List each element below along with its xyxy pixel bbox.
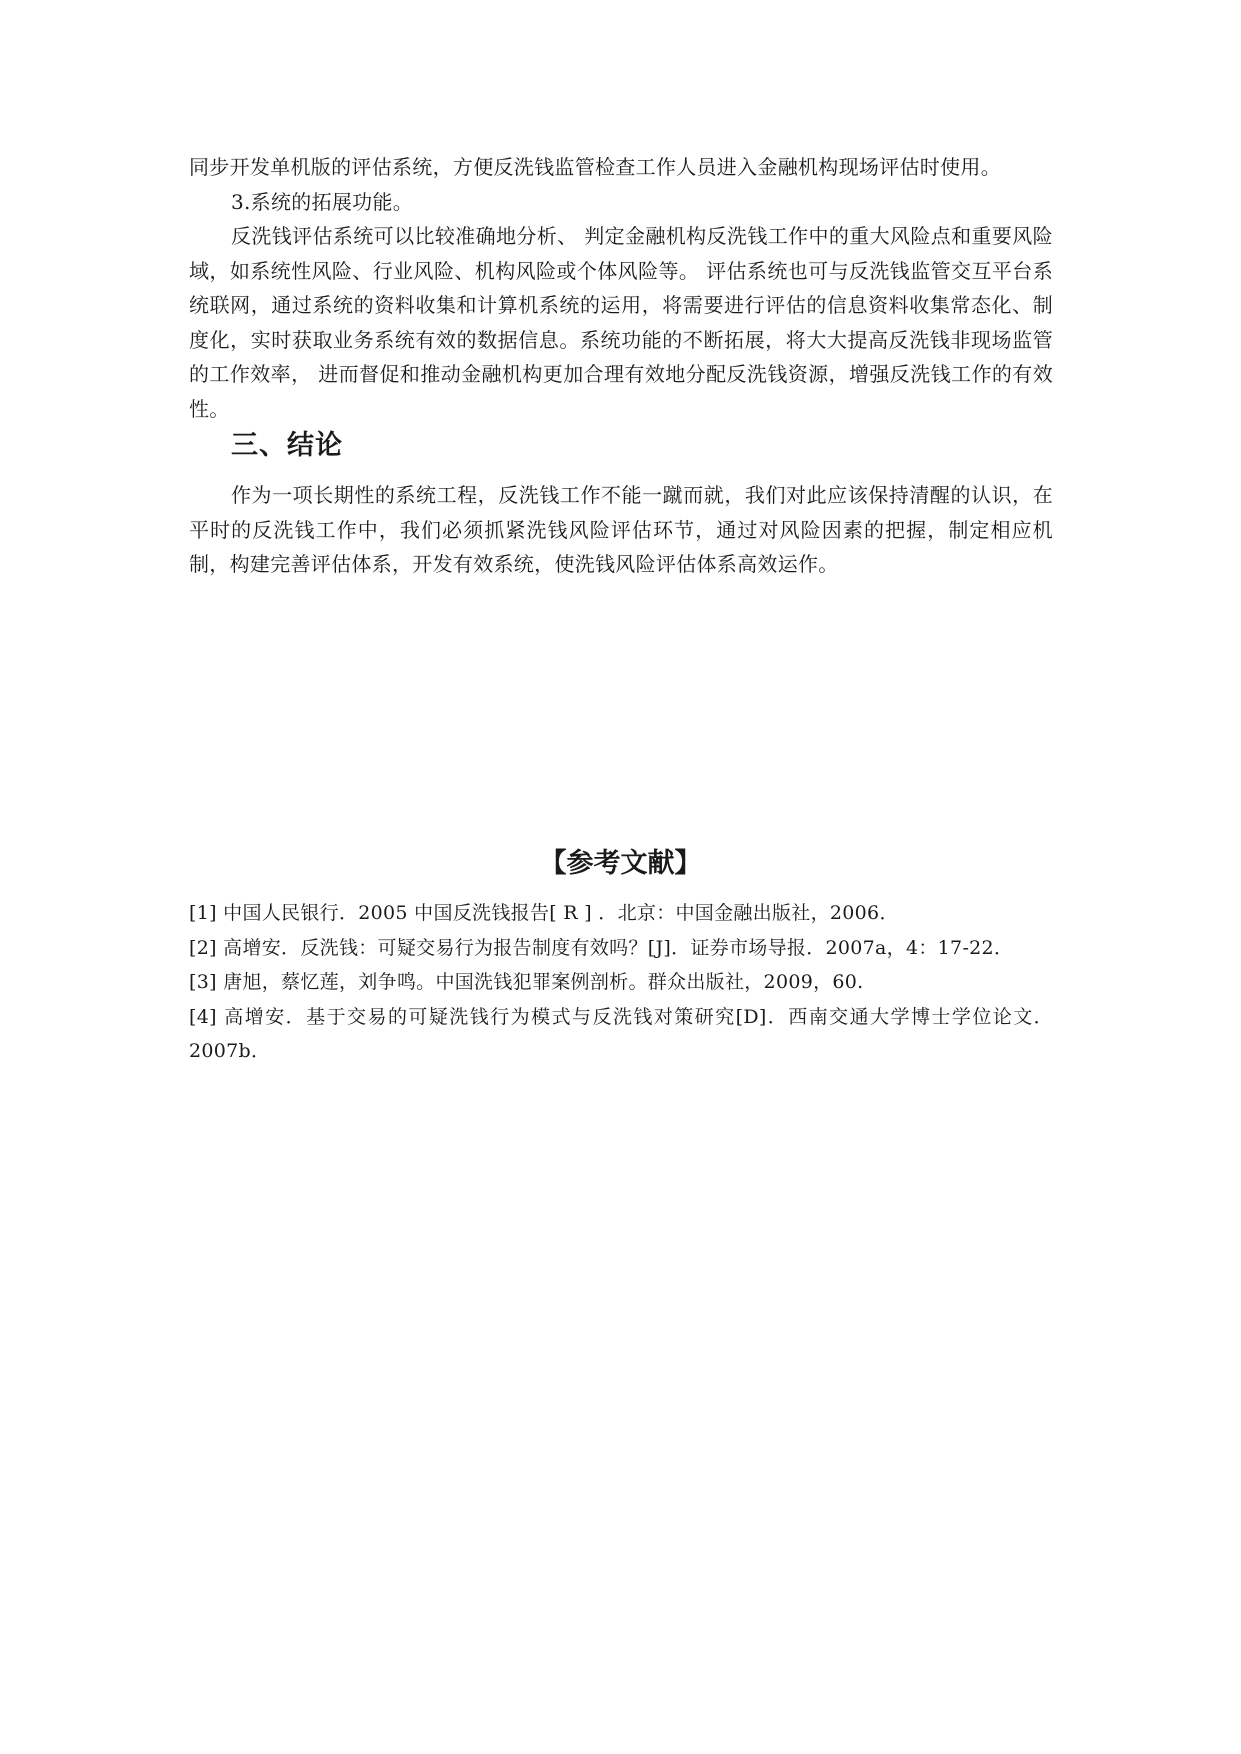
references-title: 【参考文献】 <box>539 848 702 879</box>
reference-item: [2] 高增安．反洗钱：可疑交易行为报告制度有效吗？[J]．证券市场导报．2007a，4：17-22． <box>189 936 1014 959</box>
section-heading-conclusion: 三、结论 <box>231 430 343 461</box>
conclusion-section <box>189 478 1053 582</box>
paragraph-conclusion: 作为一项长期性的系统工程，反洗钱工作不能一蹴而就，我们对此应该保持清醒的认识，在平时的反洗钱工作中，我们必须抓紧洗钱风险评估环节，通过对风险因素的把握，制定相应机制，构建完善评估体系，开发有效系统，使洗钱风险评估体系高效运作。 <box>189 483 1053 576</box>
paragraph-system-extension: 反洗钱评估系统可以比较准确地分析、 判定金融机构反洗钱工作中的重大风险点和重要风险域，如系统性风险、行业风险、机构风险或个体风险等。 评估系统也可与反洗钱监管交互平台系统联网，通过系统的资料收集和计算机系统的运用，将需要进行评估的信息资料收集常态化、制度化，实时获取业务系统有效的数据信息。系统功能的不断拓展，将大大提高反洗钱非现场监管的工作效率， 进而督促和推动金融机构更加合理有效地分配反洗钱资源，增强反洗钱工作的有效性。 <box>189 224 1053 421</box>
paragraph-continuation: 同步开发单机版的评估系统，方便反洗钱监管检查工作人员进入金融机构现场评估时使用。 <box>189 155 1001 179</box>
body-section <box>189 150 1053 426</box>
subheading-system-extension: 3.系统的拓展功能。 <box>231 189 414 214</box>
references-list <box>189 896 1053 1069</box>
reference-item: [1] 中国人民银行．2005 中国反洗钱报告[ R ] ．北京：中国金融出版社，2006． <box>189 902 899 924</box>
reference-item: [4] 高增安．基于交易的可疑洗钱行为模式与反洗钱对策研究[D]．西南交通大学博士学位论文．2007b． <box>189 1005 1053 1062</box>
reference-item: [3] 唐旭，蔡忆莲，刘争鸣。中国洗钱犯罪案例剖析。群众出版社，2009，60. <box>189 971 864 993</box>
